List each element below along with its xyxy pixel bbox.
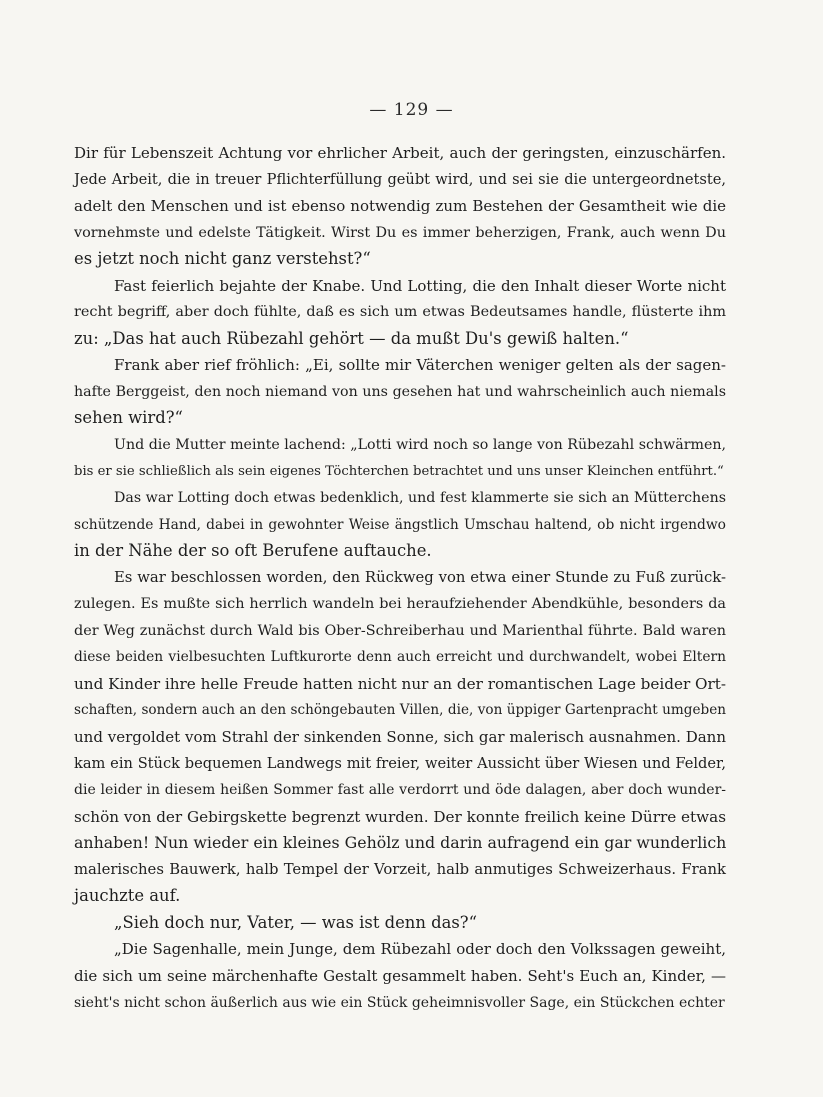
text-line: adelt den Menschen und ist ebenso notwendig zum Bestehen der Gesamtheit wie die: [74, 197, 726, 216]
text-line: Und die Mutter meinte lachend: „Lotti wird noch so lange von Rübezahl schwärmen,: [114, 437, 726, 454]
text-line: Das war Lotting doch etwas bedenklich, und fest klammerte sie sich an Mütterchens: [114, 490, 726, 507]
paragraph: [74, 432, 726, 485]
text-line: diese beiden vielbesuchten Luftkurorte denn auch erreicht und durchwandelt, wobei Eltern: [74, 649, 726, 666]
text-line: Dir für Lebenszeit Achtung vor ehrlicher Arbeit, auch der geringsten, einzuschärfen.: [74, 144, 726, 162]
paragraph: [74, 273, 726, 353]
text-line: zulegen. Es mußte sich herrlich wandeln bei heraufziehender Abendkühle, besonders da: [74, 596, 726, 613]
text-line: sieht's nicht schon äußerlich aus wie ein Stück geheimnisvoller Sage, ein Stückchen echter: [74, 994, 725, 1011]
text-line: es jetzt noch nicht ganz verstehst?“: [74, 249, 371, 269]
text-line: sehen wird?“: [74, 408, 183, 428]
text-line: schützende Hand, dabei in gewohnter Weise ängstlich Umschau haltend, ob nicht irgendwo: [74, 516, 726, 533]
paragraph: [74, 565, 726, 910]
page-number: — 129 —: [369, 100, 454, 120]
text-line: der Weg zunächst durch Wald bis Ober-Schreiberhau und Marienthal führte. Bald waren: [74, 622, 726, 639]
text-line: schön von der Gebirgskette begrenzt wurden. Der konnte freilich keine Dürre etwas: [74, 807, 726, 826]
body-text: [74, 140, 726, 1016]
text-line: bis er sie schließlich als sein eigenes Töchterchen betrachtet und uns unser Kleinchen entführt.“: [74, 463, 724, 479]
text-line: anhaben! Nun wieder ein kleines Gehölz und darin aufragend ein gar wunderlich: [74, 833, 727, 853]
paragraph: [74, 936, 726, 1016]
text-line: „Die Sagenhalle, mein Junge, dem Rübezahl oder doch den Volkssagen geweiht,: [114, 940, 726, 959]
text-line: die sich um seine märchenhafte Gestalt gesammelt haben. Seht's Euch an, Kinder, —: [74, 966, 726, 985]
text-line: die leider in diesem heißen Sommer fast alle verdorrt und öde dalagen, aber doch wunder-: [74, 782, 726, 799]
text-line: und Kinder ihre helle Freude hatten nicht nur an der romantischen Lage beider Ort-: [74, 674, 726, 693]
text-line: recht begriff, aber doch fühlte, daß es sich um etwas Bedeutsames handle, flüsterte ihm: [74, 304, 726, 321]
text-line: hafte Berggeist, den noch niemand von uns gesehen hat und wahrscheinlich auch niemals: [74, 383, 726, 400]
paragraph: [74, 140, 726, 273]
text-line: jauchzte auf.: [74, 886, 181, 906]
text-line: schaften, sondern auch an den schöngebauten Villen, die, von üppiger Gartenpracht umgeben: [74, 702, 726, 719]
text-line: Jede Arbeit, die in treuer Pflichterfüllung geübt wird, und sei sie die untergeordnetste,: [74, 170, 726, 188]
paragraph: [74, 910, 726, 937]
text-line: und vergoldet vom Strahl der sinkenden Sonne, sich gar malerisch ausnahmen. Dann: [74, 728, 726, 747]
paragraph: [74, 352, 726, 432]
text-line: kam ein Stück bequemen Landwegs mit freier, weiter Aussicht über Wiesen und Felder,: [74, 754, 726, 772]
paragraph: [74, 485, 726, 565]
text-line: malerisches Bauwerk, halb Tempel der Vorzeit, halb anmutiges Schweizerhaus. Frank: [74, 860, 726, 878]
text-line: Es war beschlossen worden, den Rückweg von etwa einer Stunde zu Fuß zurück-: [114, 568, 726, 586]
text-line: zu: „Das hat auch Rübezahl gehört — da mußt Du's gewiß halten.“: [74, 328, 629, 348]
text-line: Frank aber rief fröhlich: „Ei, sollte mir Väterchen weniger gelten als der sagen-: [114, 356, 726, 375]
text-line: Fast feierlich bejahte der Knabe. Und Lotting, die den Inhalt dieser Worte nicht: [114, 276, 726, 295]
text-line: „Sieh doch nur, Vater, — was ist denn das?“: [114, 912, 477, 932]
text-line: vornehmste und edelste Tätigkeit. Wirst Du es immer beherzigen, Frank, auch wenn Du: [74, 224, 726, 241]
text-line: in der Nähe der so oft Berufene auftauche.: [74, 541, 432, 561]
